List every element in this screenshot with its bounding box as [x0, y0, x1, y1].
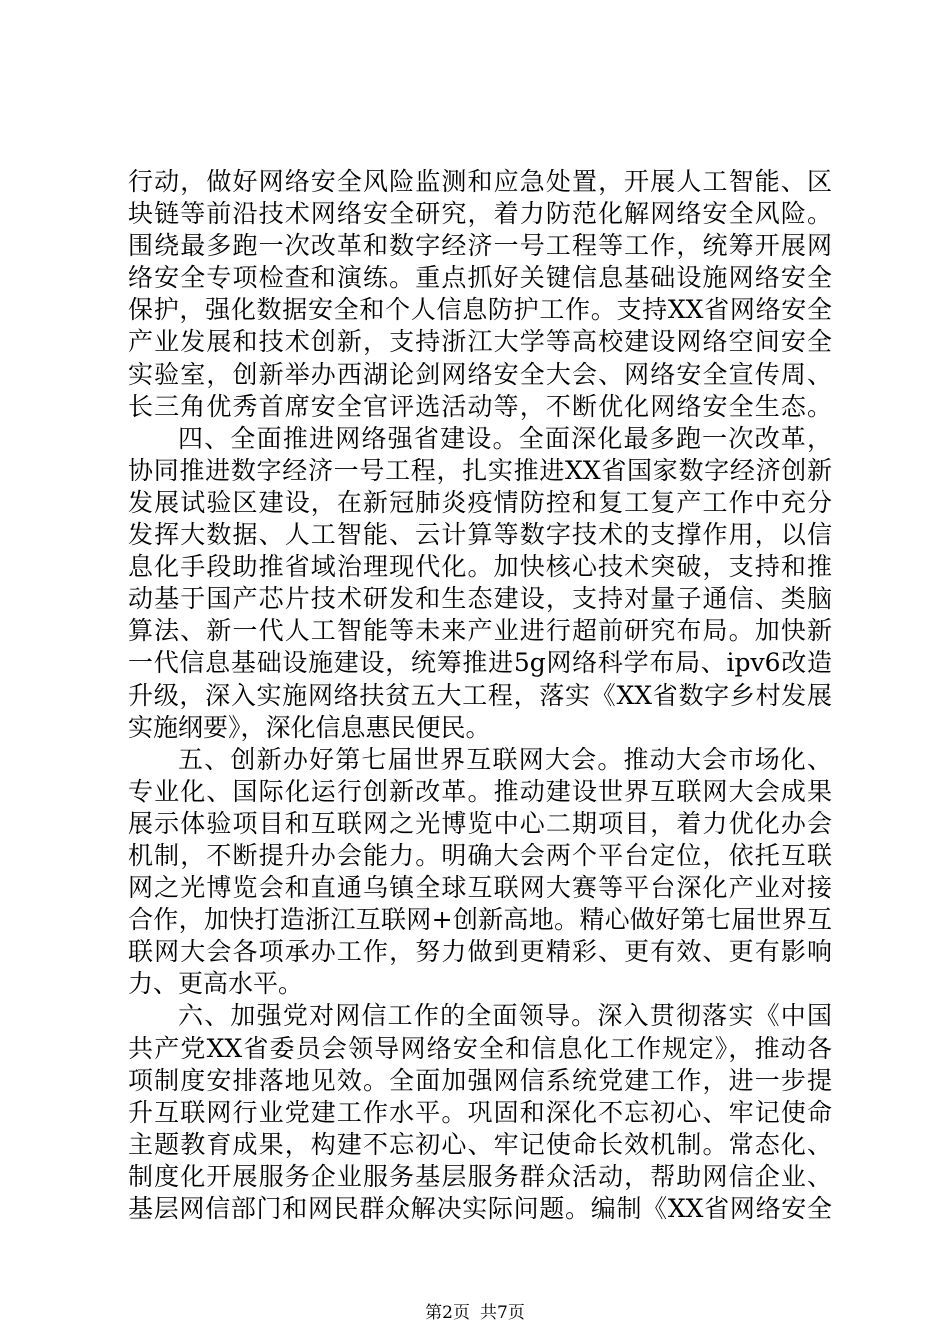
text-line: 实施纲要》，深化信息惠民便民。 — [128, 712, 491, 742]
text-line: 项制度安排落地见效。全面加强网信系统党建工作，进一步提 — [128, 1065, 832, 1095]
text-line: 络安全专项检查和演练。重点抓好关键信息基础设施网络安全 — [128, 263, 832, 293]
section-heading-line: 四、全面推进网络强省建设。全面深化最多跑一次改革， — [178, 423, 832, 453]
text-line: 产业发展和技术创新，支持浙江大学等高校建设网络空间安全 — [128, 327, 832, 357]
text-line: 围绕最多跑一次改革和数字经济一号工程等工作，统筹开展网 — [128, 231, 832, 261]
page-footer — [0, 1302, 950, 1324]
text-line: 联网大会各项承办工作，努力做到更精彩、更有效、更有影响 — [128, 937, 832, 967]
text-line: 共产党XX省委员会领导网络安全和信息化工作规定》，推动各 — [128, 1033, 832, 1063]
text-line: 主题教育成果，构建不忘初心、牢记使命长效机制。常态化、 — [128, 1129, 832, 1159]
text-line: 协同推进数字经济一号工程，扎实推进XX省国家数字经济创新 — [128, 455, 832, 485]
text-line: 合作，加快打造浙江互联网+创新高地。精心做好第七届世界互 — [128, 905, 832, 935]
text-line: 算法、新一代人工智能等未来产业进行超前研究布局。加快新 — [128, 616, 832, 646]
text-line: 块链等前沿技术网络安全研究，着力防范化解网络安全风险。 — [128, 199, 832, 229]
text-line: 升级，深入实施网络扶贫五大工程，落实《XX省数字乡村发展 — [128, 680, 832, 710]
section-heading-line: 五、创新办好第七届世界互联网大会。推动大会市场化、 — [178, 744, 832, 774]
page-number: 第2页 — [425, 1303, 470, 1323]
text-line: 机制，不断提升办会能力。明确大会两个平台定位，依托互联 — [128, 840, 832, 870]
text-line: 升互联网行业党建工作水平。巩固和深化不忘初心、牢记使命 — [128, 1097, 832, 1127]
text-line: 息化手段助推省域治理现代化。加快核心技术突破，支持和推 — [128, 552, 832, 582]
text-line: 发挥大数据、人工智能、云计算等数字技术的支撑作用，以信 — [128, 520, 832, 550]
text-line: 网之光博览会和直通乌镇全球互联网大赛等平台深化产业对接 — [128, 873, 832, 903]
text-line: 一代信息基础设施建设，统筹推进5g网络科学布局、ipv6改造 — [128, 648, 832, 678]
page-total: 共7页 — [480, 1303, 525, 1323]
section-heading-line: 六、加强党对网信工作的全面领导。深入贯彻落实《中国 — [178, 1001, 832, 1031]
text-line: 发展试验区建设，在新冠肺炎疫情防控和复工复产工作中充分 — [128, 487, 832, 517]
text-line: 实验室，创新举办西湖论剑网络安全大会、网络安全宣传周、 — [128, 359, 832, 389]
text-line: 行动，做好网络安全风险监测和应急处置，开展人工智能、区 — [128, 167, 832, 196]
text-line: 动基于国产芯片技术研发和生态建设，支持对量子通信、类脑 — [128, 584, 832, 614]
text-line: 保护，强化数据安全和个人信息防护工作。支持XX省网络安全 — [128, 295, 832, 325]
text-line: 制度化开展服务企业服务基层服务群众活动，帮助网信企业、 — [128, 1161, 832, 1191]
text-line: 长三角优秀首席安全官评选活动等，不断优化网络安全生态。 — [128, 391, 832, 421]
text-line: 力、更高水平。 — [128, 969, 304, 999]
text-line: 专业化、国际化运行创新改革。推动建设世界互联网大会成果 — [128, 776, 832, 806]
text-line: 展示体验项目和互联网之光博览中心二期项目，着力优化办会 — [128, 808, 832, 838]
text-line: 基层网信部门和网民群众解决实际问题。编制《XX省网络安全 — [128, 1194, 832, 1223]
document-body — [128, 166, 832, 1225]
